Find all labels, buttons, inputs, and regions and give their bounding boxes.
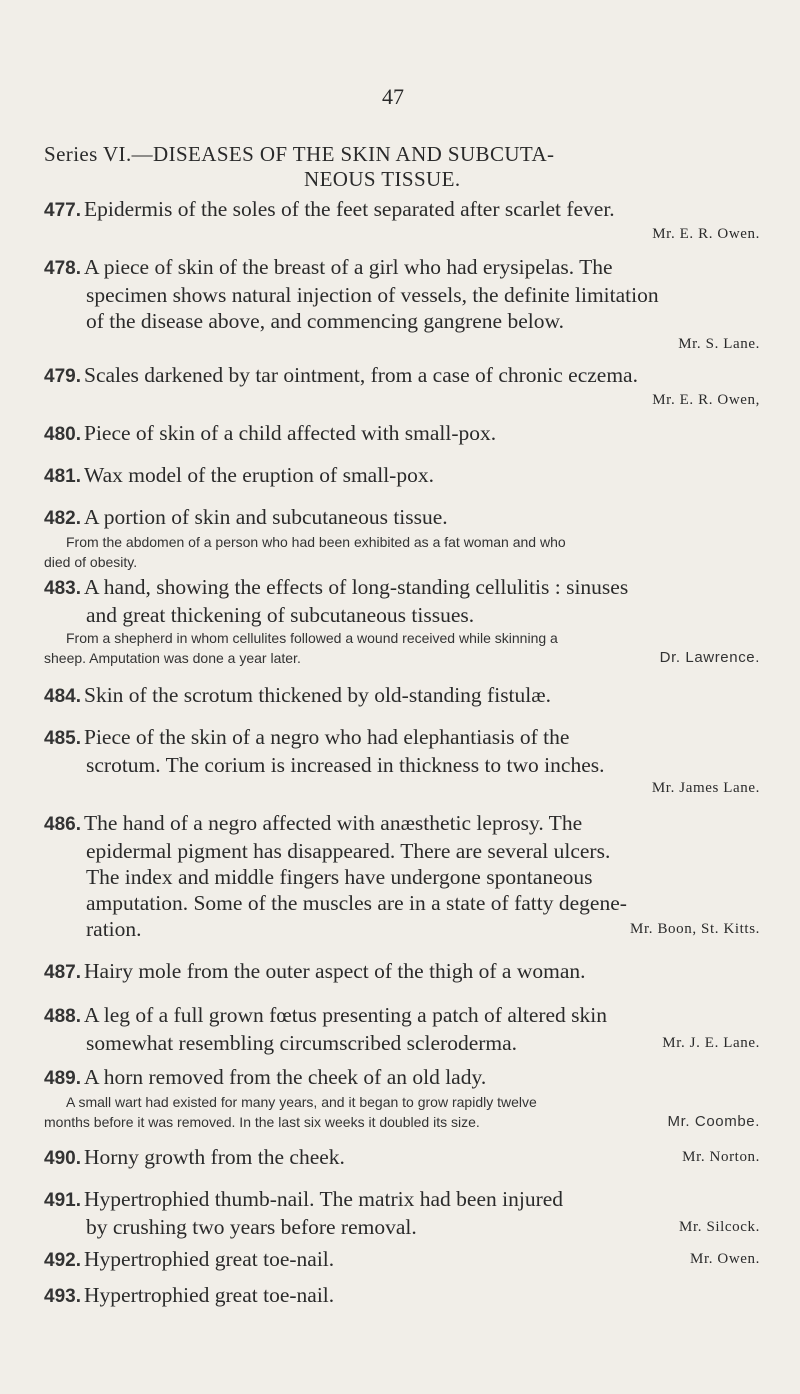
catalogue-entry-485	[44, 724, 760, 798]
entry-number: 483.	[44, 578, 81, 599]
catalogue-entry-479	[44, 362, 760, 410]
catalogue-entry-489	[44, 1064, 760, 1132]
entry-attribution: Mr. Norton.	[682, 1149, 760, 1165]
entry-number: 493.	[44, 1286, 81, 1307]
entry-description: Epidermis of the soles of the feet separated after scarlet fever.	[84, 197, 615, 221]
entry-description: A portion of skin and subcutaneous tissue.	[84, 505, 448, 529]
entry-attribution: Mr. Owen.	[690, 1251, 760, 1267]
entry-note: From the abdomen of a person who had been exhibited as a fat woman and who	[66, 534, 566, 550]
series-heading	[44, 142, 760, 192]
catalogue-entry-491	[44, 1186, 760, 1240]
entry-number: 485.	[44, 728, 81, 749]
entry-description: Hypertrophied great toe-nail.	[84, 1247, 335, 1271]
catalogue-entry-488	[44, 1002, 760, 1056]
entry-attribution: Mr. E. R. Owen.	[652, 226, 760, 242]
entry-description-line: of the disease above, and commencing gangrene below.	[86, 309, 564, 333]
entry-number: 484.	[44, 686, 81, 707]
entry-number: 491.	[44, 1190, 81, 1211]
entry-attribution: Mr. S. Lane.	[678, 336, 760, 352]
entry-attribution: Mr. E. R. Owen,	[652, 392, 760, 408]
catalogue-entry-483	[44, 574, 760, 668]
entry-description: Hypertrophied great toe-nail.	[84, 1283, 335, 1307]
entry-description-line: specimen shows natural injection of vessels, the definite limitation	[86, 283, 659, 307]
entry-number: 482.	[44, 508, 81, 529]
series-heading-line-1: Series VI.—DISEASES OF THE SKIN AND SUBCUTA-	[44, 142, 555, 166]
entry-description: Hairy mole from the outer aspect of the thigh of a woman.	[84, 959, 586, 983]
entry-number: 480.	[44, 424, 81, 445]
entry-description: The hand of a negro affected with anæsthetic leprosy. The	[84, 811, 583, 835]
entry-description-line: epidermal pigment has disappeared. There are several ulcers.	[86, 839, 611, 863]
catalogue-entry-480	[44, 420, 760, 448]
entry-description-text: somewhat resembling circumscribed scleroderma.	[86, 1031, 518, 1055]
entry-description-line	[44, 1030, 760, 1056]
catalogue-entry-482	[44, 504, 760, 572]
catalogue-entry-484	[44, 682, 760, 710]
entry-number: 477.	[44, 200, 81, 221]
entry-attribution: Mr. James Lane.	[651, 780, 760, 796]
entry-description: Wax model of the eruption of small-pox.	[84, 463, 434, 487]
catalogue-entry-492	[44, 1246, 760, 1274]
entry-number: 486.	[44, 814, 81, 835]
entry-description: Scales darkened by tar ointment, from a case of chronic eczema.	[84, 363, 638, 387]
entry-description-line: amputation. Some of the muscles are in a state of fatty degene-	[86, 891, 627, 915]
entry-note: died of obesity.	[44, 554, 138, 570]
entry-note	[44, 648, 760, 668]
catalogue-entry-493	[44, 1282, 760, 1310]
entry-note-text: sheep. Amputation was done a year later.	[44, 650, 301, 666]
catalogue-entry-481	[44, 462, 760, 490]
entry-description-line: and great thickening of subcutaneous tissues.	[86, 603, 475, 627]
entry-description-line: The index and middle fingers have undergone spontaneous	[86, 865, 593, 889]
entry-description: Horny growth from the cheek.	[84, 1145, 345, 1169]
entry-attribution: Mr. Silcock.	[679, 1219, 760, 1235]
entry-description: A piece of skin of the breast of a girl who had erysipelas. The	[84, 255, 613, 279]
entry-description-text: ration.	[86, 917, 142, 941]
entry-description-text: by crushing two years before removal.	[86, 1215, 417, 1239]
entry-number: 492.	[44, 1250, 81, 1271]
catalogue-entry-490	[44, 1144, 760, 1172]
entry-description: A horn removed from the cheek of an old lady.	[84, 1065, 487, 1089]
entry-number: 489.	[44, 1068, 81, 1089]
catalogue-entry-477	[44, 196, 760, 244]
entry-description: A hand, showing the effects of long-standing cellulitis : sinuses	[84, 575, 629, 599]
entry-number: 478.	[44, 258, 81, 279]
page-number: 47	[382, 84, 404, 109]
entry-description-line	[44, 916, 760, 942]
catalogue-entry-487	[44, 958, 760, 986]
entry-attribution: Dr. Lawrence.	[659, 649, 760, 666]
entry-number: 490.	[44, 1148, 81, 1169]
entry-attribution: Mr. Boon, St. Kitts.	[630, 921, 760, 937]
catalogue-entry-478	[44, 254, 760, 354]
entry-description: Hypertrophied thumb-nail. The matrix had been injured	[84, 1187, 564, 1211]
entry-number: 488.	[44, 1006, 81, 1027]
entry-description-line	[44, 1214, 760, 1240]
entry-description: Skin of the scrotum thickened by old-standing fistulæ.	[84, 683, 551, 707]
entry-number: 487.	[44, 962, 81, 983]
entry-number: 481.	[44, 466, 81, 487]
entry-description-line: scrotum. The corium is increased in thickness to two inches.	[86, 753, 605, 777]
entry-attribution: Mr. J. E. Lane.	[662, 1035, 760, 1051]
entry-number: 479.	[44, 366, 81, 387]
entry-note: From a shepherd in whom cellulites followed a wound received while skinning a	[66, 630, 558, 646]
entry-description: Piece of skin of a child affected with small-pox.	[84, 421, 497, 445]
entry-description: A leg of a full grown fœtus presenting a patch of altered skin	[84, 1003, 608, 1027]
entry-note: A small wart had existed for many years, and it began to grow rapidly twelve	[66, 1094, 537, 1110]
entry-note	[44, 1112, 760, 1132]
catalogue-entry-486	[44, 810, 760, 942]
entry-attribution: Mr. Coombe.	[667, 1113, 760, 1130]
entry-note-text: months before it was removed. In the last six weeks it doubled its size.	[44, 1114, 480, 1130]
entry-description: Piece of the skin of a negro who had elephantiasis of the	[84, 725, 570, 749]
series-heading-line-2: NEOUS TISSUE.	[304, 167, 461, 191]
